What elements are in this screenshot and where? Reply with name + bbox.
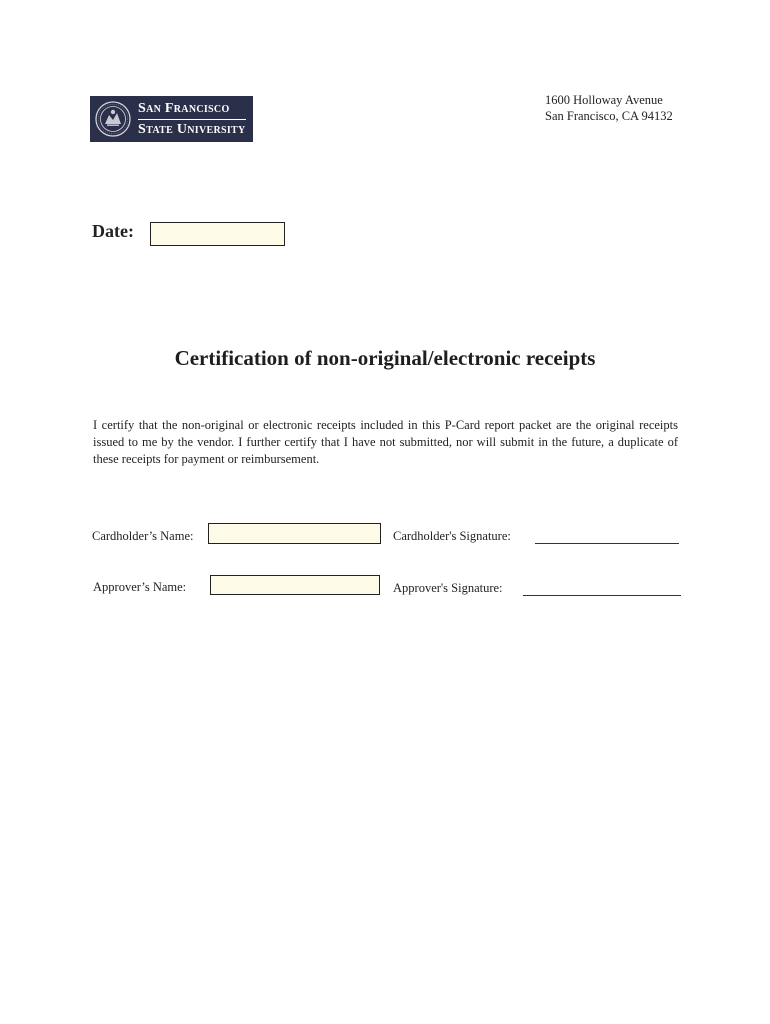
certification-statement: I certify that the non-original or electronic receipts included in this P-Card report packet are the original receipts issued to me by the vendor. I further certify that I have not submitted, nor will submit in the future, a duplicate of these receipts for payment or reimbursement.: [93, 418, 678, 466]
approver-signature-line: [523, 595, 681, 596]
logo-wordmark: [138, 102, 246, 137]
approver-signature-label: Approver's Signature:: [393, 581, 503, 595]
logo-line-1: San Francisco: [138, 102, 246, 120]
university-logo: [90, 96, 253, 142]
address-block: [545, 92, 673, 124]
university-seal-icon: [94, 100, 132, 138]
cardholder-name-label: Cardholder’s Name:: [92, 529, 194, 543]
approver-name-input[interactable]: [210, 575, 380, 595]
cardholder-name-input[interactable]: [208, 523, 381, 544]
date-label: Date:: [92, 221, 134, 241]
logo-line-2: State University: [138, 121, 246, 137]
cardholder-signature-label: Cardholder's Signature:: [393, 529, 511, 543]
approver-name-label: Approver’s Name:: [93, 580, 187, 594]
document-title: Certification of non-original/electronic receipts: [174, 346, 596, 370]
cardholder-signature-line: [535, 543, 679, 544]
address-city: San Francisco, CA 94132: [545, 109, 673, 123]
address-street: 1600 Holloway Avenue: [545, 93, 663, 107]
date-input[interactable]: [150, 222, 285, 246]
